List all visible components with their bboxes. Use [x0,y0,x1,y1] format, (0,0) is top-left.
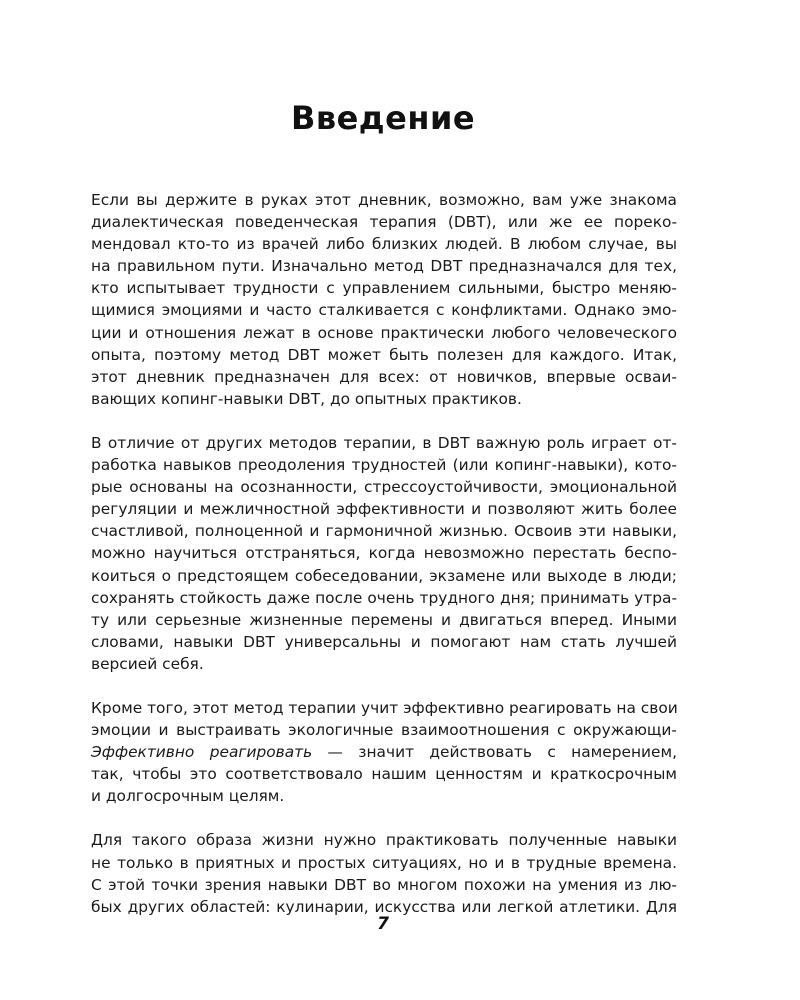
text-line: опыта, поэтому метод DBT может быть полезен для каждого. Итак, [91,345,677,364]
text-line: можно научиться отстраняться, когда невозможно перестать беспо- [91,544,677,563]
text-line: регуляции и межличностной эффективности и позволяют жить более [91,500,677,519]
paragraph-3 [91,697,677,807]
text-line-with-emphasis [91,741,677,763]
text-line: мендовал кто-то из врачей либо близких людей. В любом случае, вы [91,235,677,254]
text-line: ту или серьезные жизненные перемены и двигаться вперед. Иными [91,610,677,629]
paragraph-1 [91,189,677,410]
text-line: версией себя. [91,654,204,673]
text-line: словами, навыки DBT универсальны и помогают нам стать лучшей [91,632,677,651]
emphasis-phrase: Эффективно реагировать [91,743,313,762]
text-line: кто испытывает трудности с управлением сильными, быстро меняю- [91,279,677,298]
emphasis-line-rest: — значит действовать с намерением, [312,743,677,762]
text-line: этот дневник предназначен для всех: от новичков, впервые осваи- [91,367,677,386]
text-line: не только в приятных и простых ситуациях, но и в трудные времена. [91,853,677,872]
text-line: эмоции и выстраивать экологичные взаимоотношения с окружающи- [91,721,677,740]
page-number: 7 [377,914,389,934]
paragraph-4 [91,829,677,917]
page-title: Введение [290,99,476,137]
paragraph-2 [91,432,677,675]
text-line: так, чтобы это соответствовало нашим ценностям и краткосрочным [91,765,677,784]
text-line: Если вы держите в руках этот дневник, возможно, вам уже знакома [91,191,677,209]
text-line: Кроме того, этот метод терапии учит эффективно реагировать на свои [91,698,678,717]
text-line: В отличие от других методов терапии, в DBT важную роль играет от- [91,433,677,452]
text-line: щимися эмоциями и часто сталкивается с конфликтами. Однако эмо- [91,301,677,320]
text-line: счастливой, полноценной и гармоничной жизнью. Освоив эти навыки, [91,522,677,541]
text-line: вающих копинг-навыки DBT, до опытных практиков. [91,389,522,408]
text-line: диалектическая поведенческая терапия (DBT), или же ее пореко- [91,213,677,232]
text-line: Для такого образа жизни нужно практиковать полученные навыки [91,831,677,850]
text-line: ции и отношения лежат в основе практически любого человеческого [91,323,677,342]
text-line: рые основаны на осознанности, стрессоустойчивости, эмоциональной [91,478,677,497]
body-text [91,189,677,940]
text-line: и долгосрочным целям. [91,787,285,806]
text-line: сохранять стойкость даже после очень трудного дня; принимать утра- [91,588,677,607]
text-line: С этой точки зрения навыки DBT во многом похожи на умения из лю- [91,875,677,894]
text-line: работка навыков преодоления трудностей (или копинг-навыки), кото- [91,456,677,475]
text-line: на правильном пути. Изначально метод DBT предназначался для тех, [91,257,677,276]
text-line: коиться о предстоящем собеседовании, экзамене или выходе в люди; [91,566,677,585]
text-line: бых других областей: кулинарии, искусства или легкой атлетики. Для [91,897,677,916]
